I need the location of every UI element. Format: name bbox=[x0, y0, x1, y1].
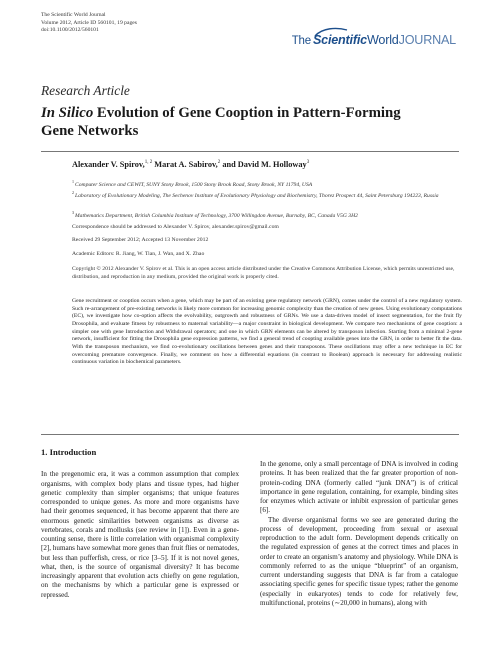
title-italic: In Silico bbox=[41, 105, 94, 121]
author-name: Alexander V. Spirov, bbox=[72, 160, 145, 169]
title-line1: Evolution of Gene Cooption in Pattern-Forming bbox=[93, 105, 401, 121]
article-type: Research Article bbox=[41, 83, 130, 98]
article-title bbox=[41, 104, 461, 140]
author-affil-mark: 2 bbox=[217, 160, 221, 166]
paragraph: The diverse organismal forms we see are generated during the process of development, proceeding from sexual or asexual reproduction to the adult form. Development depends critically on the regulated expression of genes at the correct times and places in order to create an organism’s anatomy and physiology. While DNA is commonly referred to as the unique “blueprint” of an organism, current understanding suggests that DNA is far from a catalogue associating specific genes for specific tissue types; rather the genome (especially in eukaryotes) tends to code for relatively few, multifunctional, proteins (∼20,000 in humans), along with bbox=[260, 515, 458, 607]
author-name: Marat A. Sabirov, bbox=[154, 160, 218, 169]
affiliation-mark: 1 bbox=[72, 179, 74, 184]
logo-scientific: Scientific bbox=[312, 33, 367, 47]
divider bbox=[41, 434, 459, 435]
academic-editors: Academic Editors: R. Jiang, W. Tian, J. Wan, and X. Zhao bbox=[72, 251, 205, 257]
author-affil-mark: 1, 2 bbox=[144, 160, 153, 166]
affiliation-mark: 3 bbox=[72, 210, 74, 215]
affiliation bbox=[72, 178, 462, 189]
logo-journal: JOURNAL bbox=[398, 33, 456, 47]
title-line2: Gene Networks bbox=[41, 123, 139, 139]
swoosh-icon bbox=[314, 27, 348, 37]
dates: Received 29 September 2012; Accepted 13 November 2012 bbox=[72, 237, 209, 243]
logo-the: The bbox=[291, 35, 311, 47]
affiliation-text: Mathematics Department, British Columbia Institute of Technology, 3700 Willingdon Avenue, Burnaby, BC, Canada V5G 3H2 bbox=[75, 212, 358, 219]
journal-logo bbox=[292, 33, 456, 47]
body-column-right bbox=[260, 460, 458, 608]
author-list bbox=[72, 160, 309, 169]
affiliation-mark: 2 bbox=[72, 190, 74, 195]
copyright: Copyright © 2012 Alexander V. Spirov et al. This is an open access article distributed under the Creative Commons Attribution License, which permits unrestricted use, distribution, and reproduction in any medium, provided the original work is properly cited. bbox=[72, 266, 455, 280]
section-heading: 1. Introduction bbox=[41, 447, 97, 457]
author-affil-mark: 3 bbox=[306, 160, 310, 166]
affiliation-text: Computer Science and CEWIT, SUNY Stony Brook, 1500 Stony Brook Road, Stony Brook, NY 11794, USA bbox=[75, 181, 313, 188]
divider bbox=[41, 151, 459, 152]
body-column-left bbox=[41, 448, 239, 600]
paragraph: In the genome, only a small percentage of DNA is involved in coding proteins. It has been realized that the far greater proportion of non-protein-coding DNA (formerly called “junk DNA”) is of critical importance in gene regulation, containing, for example, binding sites for enzymes which activate or inhibit expression of particular genes [6]. bbox=[260, 460, 458, 515]
journal-volume: Volume 2012, Article ID 560101, 19 pages bbox=[41, 19, 137, 26]
abstract: Gene recruitment or cooption occurs when a gene, which may be part of an existing gene regulatory network (GRN), comes under the control of a new regulatory system. Such re-arrangement of pre-existing networks is likely more common for increasing genomic complexity than the creation of new genes. Using evolutionary computations (EC), we investigate how co-option affects the evolvability, outgrowth and robustness of GRNs. We use a data-driven model of insect segmentation, for the fruit fly Drosophila, and evaluate fitness by robustness to maternal variability—a major constraint in biological development. We compare two mechanisms of gene cooption: a simpler one with gene Introduction and Withdrawal operators; and one in which GRN elements can be altered by transposon infection. Starting from a minimal 2-gene network, insufficient for fitting the Drosophila gene expression patterns, we find a general trend of coopting available genes into the GRN, in order to better fit the data. With the transposon mechanism, we find co-evolutionary oscillations between genes and their transposons. These oscillations may offer a new technique in EC for overcoming premature convergence. Finally, we comment on how a differential equations (in contrast to Boolean) approach is necessary for addressing realistic continuous variation in biochemical parameters. bbox=[72, 298, 462, 366]
affiliation bbox=[72, 189, 462, 200]
correspondence: Correspondence should be addressed to Alexander V. Spirov, alexander.spirov@gmail.com bbox=[72, 224, 279, 230]
journal-name: The Scientific World Journal bbox=[41, 12, 106, 18]
affiliation-text: Laboratory of Evolutionary Modeling, The Sechenov Institute of Evolutionary Physiology and Biochemistry, Thorez Prospect 44, Saint Petersburg 194223, Russia bbox=[75, 192, 439, 199]
logo-world: World bbox=[366, 33, 399, 47]
author-name: and David M. Holloway bbox=[222, 160, 307, 169]
affiliation bbox=[72, 209, 462, 220]
paragraph: In the pregenomic era, it was a common assumption that complex organisms, with complex body plans and tissue types, had higher genetic complexity than simpler organisms; that unique features corresponded to unique genes. As more and more organisms have had their genomes sequenced, it has become apparent that there are enormous genetic similarities between organisms as diverse as vertebrates, corals and mollusks (see review in [1]). Even in a gene-counting sense, there is little correlation with organismal complexity [2], humans have somewhat more genes than fruit flies or nematodes, but less than pufferfish, cress, or rice [3–5]. If it is not novel genes, what, then, is the source of organismal diversity? It has become increasingly apparent that evolution acts chiefly on gene regulation, on the mechanisms by which a particular gene is expressed or repressed. bbox=[41, 470, 239, 599]
journal-meta bbox=[41, 12, 137, 35]
journal-doi[interactable]: doi:10.1100/2012/560101 bbox=[41, 27, 99, 34]
